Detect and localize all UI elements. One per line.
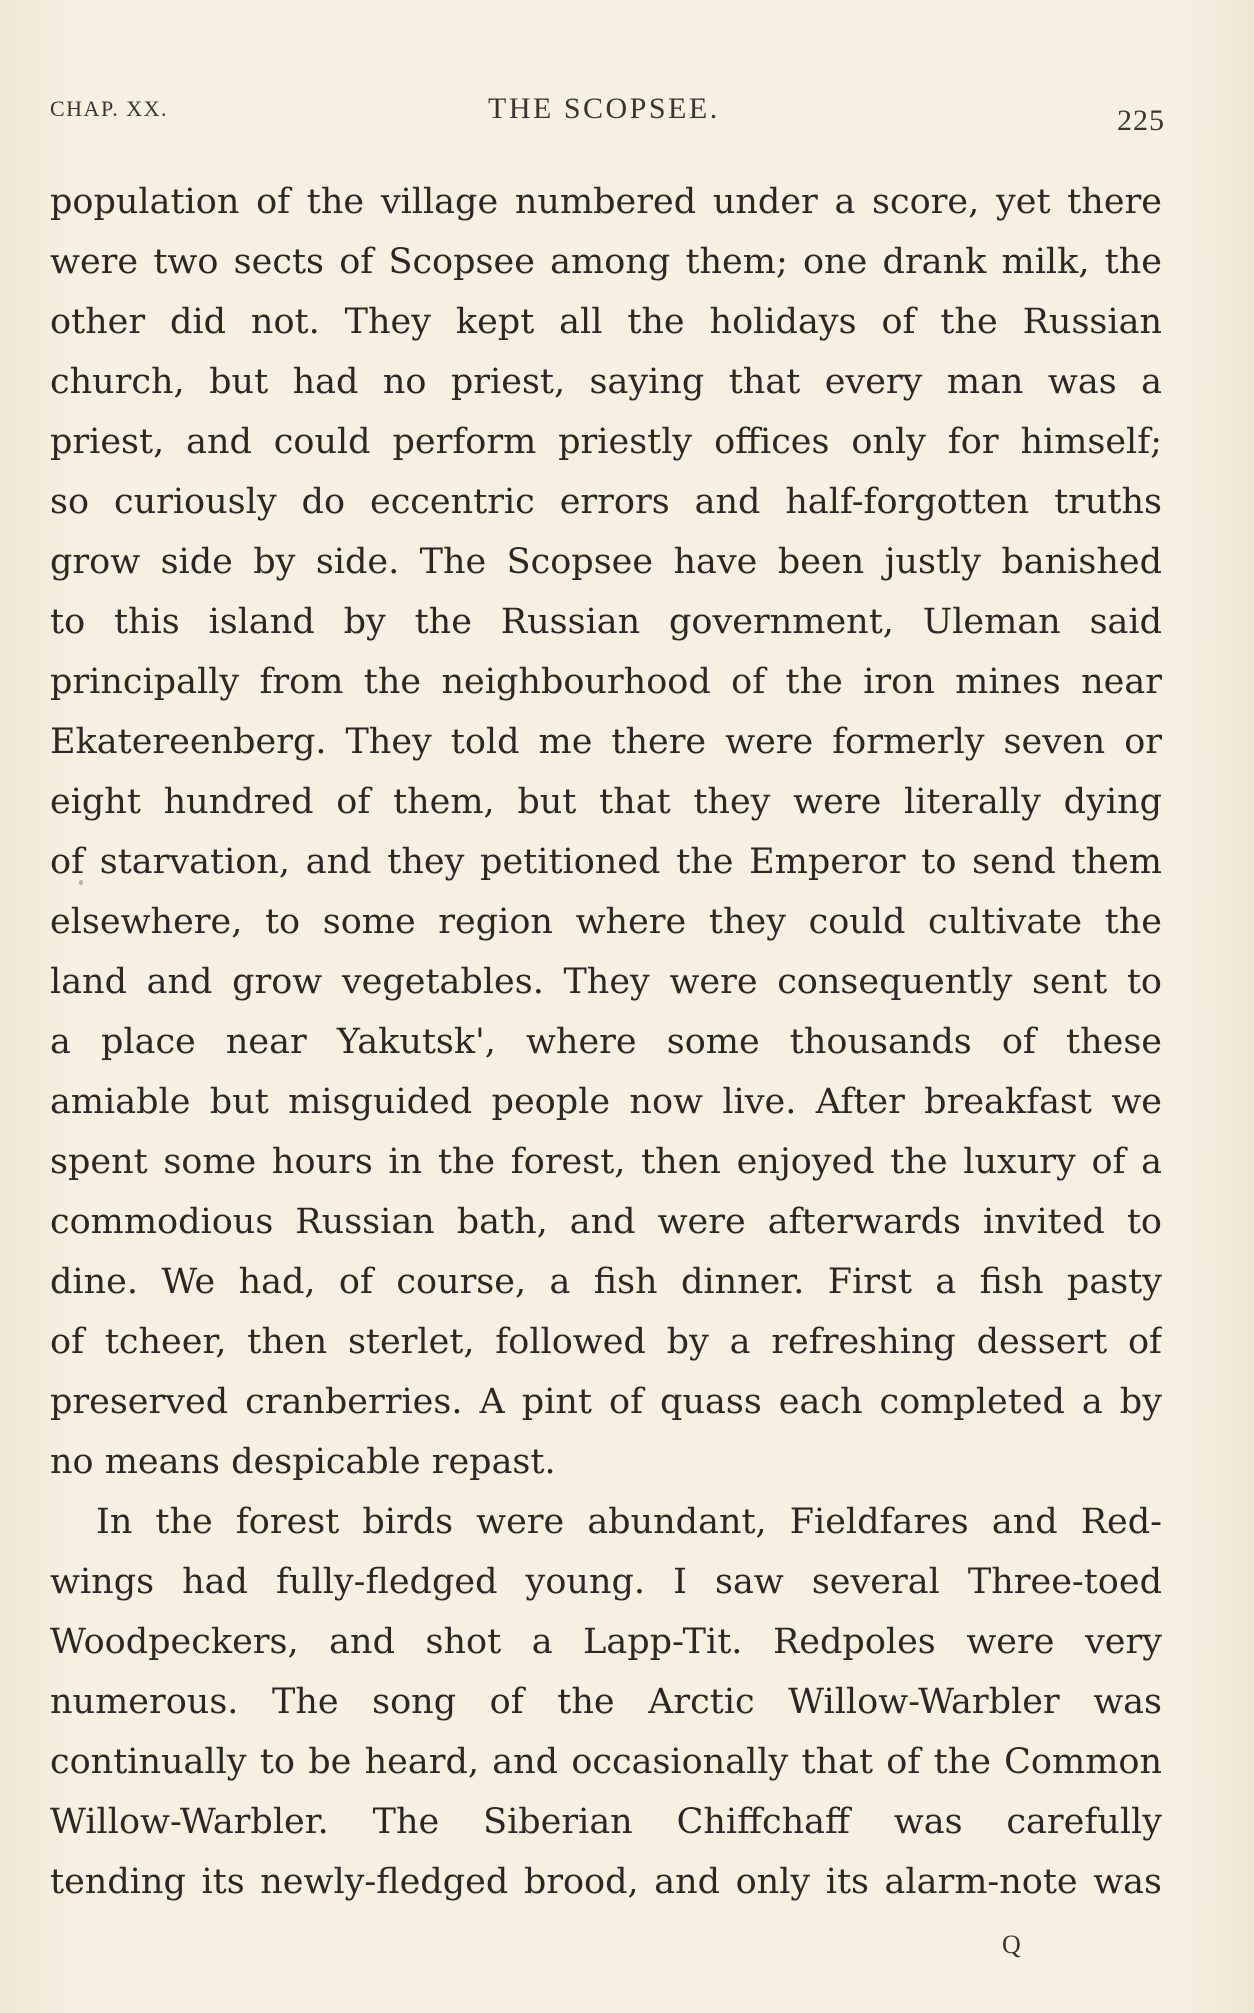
text-line: other did not. They kept all the holidays of the Russian	[50, 302, 1162, 342]
page-number: 225	[1117, 104, 1165, 137]
body-text	[50, 172, 1162, 1912]
text-line: church, but had no priest, saying that every man was a	[50, 362, 1162, 402]
text-line: principally from the neighbourhood of the iron mines near	[50, 662, 1162, 702]
text-line: a place near Yakutsk', where some thousands of these	[50, 1022, 1162, 1062]
text-line: were two sects of Scopsee among them; one drank milk, the	[50, 242, 1162, 282]
chapter-label: CHAP. XX.	[50, 96, 169, 121]
text-line: Willow-Warbler. The Siberian Chiffchaff was carefully	[50, 1802, 1162, 1842]
text-line: amiable but misguided people now live. After breakfast we	[50, 1082, 1162, 1122]
text-line: wings had fully-fledged young. I saw several Three-toed	[50, 1562, 1162, 1602]
text-line: numerous. The song of the Arctic Willow-Warbler was	[50, 1682, 1162, 1722]
text-line: tending its newly-fledged brood, and only its alarm-note was	[50, 1862, 1162, 1902]
text-line: eight hundred of them, but that they were literally dying	[50, 782, 1162, 822]
text-line: priest, and could perform priestly offices only for himself;	[50, 422, 1162, 462]
text-line: continually to be heard, and occasionally that of the Common	[50, 1742, 1162, 1782]
paragraph-end-line: no means despicable repast.	[50, 1442, 556, 1482]
text-line: of starvation, and they petitioned the Emperor to send them	[50, 842, 1162, 882]
text-line: dine. We had, of course, a fish dinner. First a fish pasty	[50, 1262, 1162, 1302]
text-line: Ekatereenberg. They told me there were formerly seven or	[50, 722, 1162, 762]
paragraph-start-line: In the forest birds were abundant, Fieldfares and Red-	[96, 1502, 1162, 1542]
text-line: so curiously do eccentric errors and half-forgotten truths	[50, 482, 1162, 522]
running-head	[50, 92, 1165, 137]
text-line: of tcheer, then sterlet, followed by a refreshing dessert of	[50, 1322, 1162, 1362]
text-line: population of the village numbered under a score, yet there	[50, 182, 1162, 222]
text-line: preserved cranberries. A pint of quass each completed a by	[50, 1382, 1162, 1422]
signature-mark: Q	[1002, 1930, 1021, 1959]
text-line: elsewhere, to some region where they could cultivate the	[50, 902, 1162, 942]
page-title: THE SCOPSEE.	[488, 92, 720, 125]
text-line: commodious Russian bath, and were afterwards invited to	[50, 1202, 1162, 1242]
text-line: Woodpeckers, and shot a Lapp-Tit. Redpoles were very	[50, 1622, 1162, 1662]
text-line: land and grow vegetables. They were consequently sent to	[50, 962, 1162, 1002]
text-line: grow side by side. The Scopsee have been justly banished	[50, 542, 1162, 582]
text-line: spent some hours in the forest, then enjoyed the luxury of a	[50, 1142, 1162, 1182]
text-line: to this island by the Russian government, Uleman said	[50, 602, 1162, 642]
